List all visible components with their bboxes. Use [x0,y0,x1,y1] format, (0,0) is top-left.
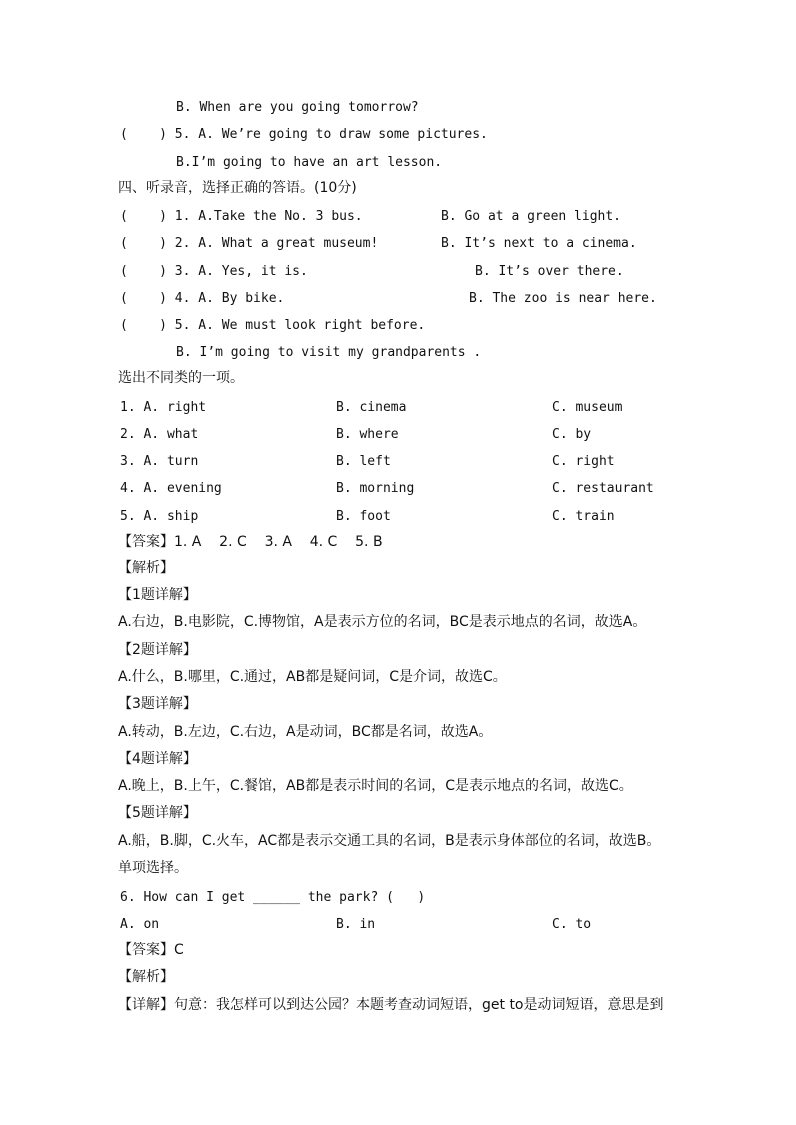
section4-q2-b: B. It’s next to a cinema. [441,236,637,251]
q6-option-c: C. to [552,917,592,932]
odd-q3-c: C. right [552,454,615,469]
detail-1-title: 【1题详解】 [118,587,197,603]
detail-q6: 【详解】句意：我怎样可以到达公园？本题考查动词短语，get to是动词短语，意思是到 [118,997,664,1013]
odd-q5-c: C. train [552,509,615,524]
section4-q1-a: ( ) 1. A.Take the No. 3 bus. [120,209,363,224]
detail-3-title: 【3题详解】 [118,696,197,712]
listening-q4-option-b: B. When are you going tomorrow? [176,100,419,115]
detail-5-text: A.船，B.脚，C.火车，AC都是表示交通工具的名词，B是表示身体部位的名词，故选B。 [118,833,661,849]
q6-text: 6. How can I get ______ the park? ( ) [120,890,426,905]
odd-q4-a: 4. A. evening [120,481,222,496]
answer-odd-one: 【答案】1. A 2. C 3. A 4. C 5. B [118,534,383,550]
listening-q5-option-a: ( ) 5. A. We’re going to draw some pictures. [120,127,488,142]
odd-one-title: 选出不同类的一项。 [118,370,244,386]
section4-title: 四、听录音，选择正确的答语。(10分) [118,180,357,196]
odd-q4-c: C. restaurant [552,481,654,496]
analysis-heading: 【解析】 [118,560,174,576]
answer-q6: 【答案】C [118,942,184,958]
odd-q3-b: B. left [336,454,391,469]
odd-q2-c: C. by [552,427,592,442]
listening-q5-option-b: B.I’m going to have an art lesson. [176,155,443,170]
section4-q4-a: ( ) 4. A. By bike. [120,291,285,306]
detail-5-title: 【5题详解】 [118,805,197,821]
detail-2-text: A.什么，B.哪里，C.通过，AB都是疑问词，C是介词，故选C。 [118,669,507,685]
detail-4-title: 【4题详解】 [118,751,197,767]
detail-3-text: A.转动，B.左边，C.右边，A是动词，BC都是名词，故选A。 [118,724,493,740]
odd-q1-c: C. museum [552,400,623,415]
odd-q2-a: 2. A. what [120,427,199,442]
odd-q3-a: 3. A. turn [120,454,199,469]
section4-q3-b: B. It’s over there. [475,264,624,279]
section4-q4-b: B. The zoo is near here. [469,291,657,306]
section4-q5-a: ( ) 5. A. We must look right before. [120,318,426,333]
q6-option-b: B. in [336,917,376,932]
odd-q5-b: B. foot [336,509,391,524]
odd-q5-a: 5. A. ship [120,509,199,524]
detail-2-title: 【2题详解】 [118,642,197,658]
section4-q1-b: B. Go at a green light. [441,209,622,224]
analysis-q6: 【解析】 [118,969,174,985]
section4-q2-a: ( ) 2. A. What a great museum! [120,236,379,251]
section4-q5-b: B. I’m going to visit my grandparents . [176,345,482,360]
q6-option-a: A. on [120,917,160,932]
section4-q3-a: ( ) 3. A. Yes, it is. [120,264,308,279]
single-choice-title: 单项选择。 [118,860,188,876]
odd-q4-b: B. morning [336,481,415,496]
odd-q1-a: 1. A. right [120,400,207,415]
odd-q1-b: B. cinema [336,400,407,415]
detail-1-text: A.右边，B.电影院，C.博物馆，A是表示方位的名词，BC是表示地点的名词，故选A。 [118,614,647,630]
detail-4-text: A.晚上，B.上午，C.餐馆，AB都是表示时间的名词，C是表示地点的名词，故选C。 [118,778,633,794]
odd-q2-b: B. where [336,427,399,442]
